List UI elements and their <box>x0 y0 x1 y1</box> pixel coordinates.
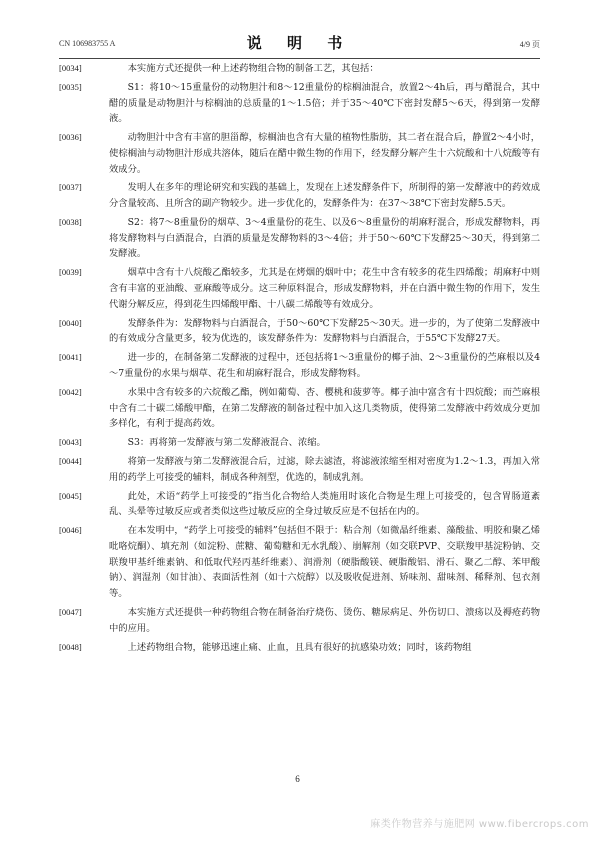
paragraph <box>59 316 540 347</box>
paragraph-number: [0044] <box>59 456 82 467</box>
paragraph-text: 动物胆汁中含有丰富的胆甾醇，棕榈油也含有大量的植物性脂肪，其二者在混合后，静置2～4小时，使棕榈油与动物胆汁形成共溶体，随后在醋中微生物的作用下，经发酵分解产生十六烷酸和十八烷酸等有效成分。 <box>109 132 540 175</box>
paragraph-number: [0040] <box>59 317 82 328</box>
document-title: 说 明 书 <box>246 34 353 52</box>
paragraph-text: 在本发明中，“药学上可接受的辅料”包括但不限于：粘合剂（如微晶纤维素、藻酸盐、明胶和聚乙烯吡咯烷酮）、填充剂（如淀粉、蔗糖、葡萄糖和无水乳酸）、崩解剂（如交联PVP、交联羧甲基淀粉钠、交联羧甲基纤维素钠、和低取代羟丙基纤维素）、润滑剂（硬脂酸镁、硬脂酸铝、滑石、聚乙二醇、苯甲酸钠）、润湿剂（如甘油）、表面活性剂（如十六烷醇）以及吸收促进剂、矫味剂、甜味剂、稀释剂、包衣剂等。 <box>109 525 540 600</box>
paragraph <box>59 265 540 312</box>
patent-number: CN 106983755 A <box>59 39 116 48</box>
paragraph-text: 此处，术语“药学上可接受的”指当化合物给人类施用时该化合物是生理上可接受的，包含胃肠道紊乱、头晕等过敏反应或者类似这些过敏反应的全身过敏反应是不包括在内的。 <box>109 490 540 518</box>
paragraph <box>59 435 540 451</box>
paragraph-text: 发酵条件为：发酵物料与白酒混合，于50～60℃下发酵25～30天。进一步的，为了使第二发酵液中的有效成分含量更多，较为优选的，该发酵条件为：发酵物料与白酒混合，于55℃下发酵27天。 <box>109 317 540 345</box>
paragraph <box>59 523 540 602</box>
paragraph-text: 上述药物组合物，能够迅速止痛、止血，且具有很好的抗感染功效；同时，该药物组 <box>127 641 472 653</box>
page-number: 6 <box>295 774 300 784</box>
paragraph <box>59 130 540 177</box>
paragraph <box>59 180 540 211</box>
paragraph <box>59 61 540 77</box>
paragraph <box>59 385 540 432</box>
paragraph-text: 发明人在多年的理论研究和实践的基础上，发现在上述发酵条件下，所制得的第一发酵液中的药效成分含量较高、且所含的副产物较少。进一步优化的，发酵条件为：在37～38℃下密封发酵5.5天。 <box>109 182 540 210</box>
site-watermark: 麻类作物营养与施肥网 www.fibercrops.com <box>370 819 589 830</box>
paragraph-number: [0048] <box>59 641 82 652</box>
paragraph-number: [0046] <box>59 525 82 536</box>
paragraph-text: 将第一发酵液与第二发酵液混合后，过滤，除去滤渣，将滤液浓缩至相对密度为1.2～1.3，再加入常用的药学上可接受的辅料，制成各种剂型，优选的，制成乳剂。 <box>109 456 540 483</box>
paragraph <box>59 640 540 656</box>
paragraph-text: 水果中含有较多的六烷酸乙酯，例如葡萄、杏、樱桃和菠萝等。椰子油中富含有十四烷酸；而苎麻根中含有二十碳二烯酸甲酯，在第二发酵液的制备过程中加入这几类物质，使得第二发酵液中药效成分更加多样化，有利于提高药效。 <box>109 386 540 430</box>
paragraph-number: [0047] <box>59 606 82 617</box>
paragraph-text: 本实施方式还提供一种药物组合物在制备治疗烧伤、烫伤、糖尿病足、外伤切口、溃疡以及褥疮药物中的应用。 <box>109 606 540 634</box>
document-body <box>59 61 540 658</box>
paragraph-text: 烟草中含有十八烷酸乙酯较多，尤其是在烤烟的烟叶中；花生中含有较多的花生四烯酸；胡麻籽中则含有丰富的亚油酸、亚麻酸等成分。这三种原料混合，形成发酵物料，并在白酒中微生物的作用下，发生代谢分解反应，得到花生四烯酸甲酯、十八碳二烯酸等有效成分。 <box>109 267 540 310</box>
paragraph <box>59 80 540 127</box>
header-rule <box>59 58 540 59</box>
paragraph-number: [0043] <box>59 437 82 448</box>
page-indicator: 4/9 页 <box>519 40 540 49</box>
paragraph <box>59 350 540 381</box>
paragraph-text: 进一步的，在制备第二发酵液的过程中，还包括将1～3重量份的椰子油、2～3重量份的苎麻根以及4～7重量份的水果与烟草、花生和胡麻籽混合，形成发酵物料。 <box>109 352 540 379</box>
paragraph-number: [0038] <box>59 217 82 228</box>
paragraph-number: [0034] <box>59 63 82 73</box>
paragraph <box>59 605 540 636</box>
paragraph-number: [0036] <box>59 132 82 143</box>
paragraph-number: [0039] <box>59 267 82 278</box>
paragraph <box>59 454 540 485</box>
page-header <box>59 28 540 58</box>
paragraph-number: [0035] <box>59 81 82 92</box>
paragraph-text: S2：将7～8重量份的烟草、3～4重量份的花生、以及6～8重量份的胡麻籽混合，形成发酵物料，再将发酵物料与白酒混合，白酒的质量是发酵物料的3～4倍；并于50～60℃下发酵25～30天，得到第二发酵液。 <box>109 217 540 260</box>
paragraph-number: [0045] <box>59 490 82 501</box>
paragraph <box>59 215 540 262</box>
paragraph-text: 本实施方式还提供一种上述药物组合物的制备工艺，其包括： <box>127 63 379 74</box>
paragraph-number: [0041] <box>59 352 82 363</box>
paragraph-text: S1：将10～15重量份的动物胆汁和8～12重量份的棕榈油混合，放置2～4h后，再与醋混合，其中醋的质量是动物胆汁与棕榈油的总质量的1～1.5倍；并于35～40℃下密封发酵5～6天，得到第一发酵液。 <box>109 81 540 125</box>
paragraph-number: [0042] <box>59 386 82 397</box>
paragraph <box>59 489 540 520</box>
paragraph-number: [0037] <box>59 182 82 193</box>
paragraph-text: S3：再将第一发酵液与第二发酵液混合、浓缩。 <box>127 437 326 449</box>
